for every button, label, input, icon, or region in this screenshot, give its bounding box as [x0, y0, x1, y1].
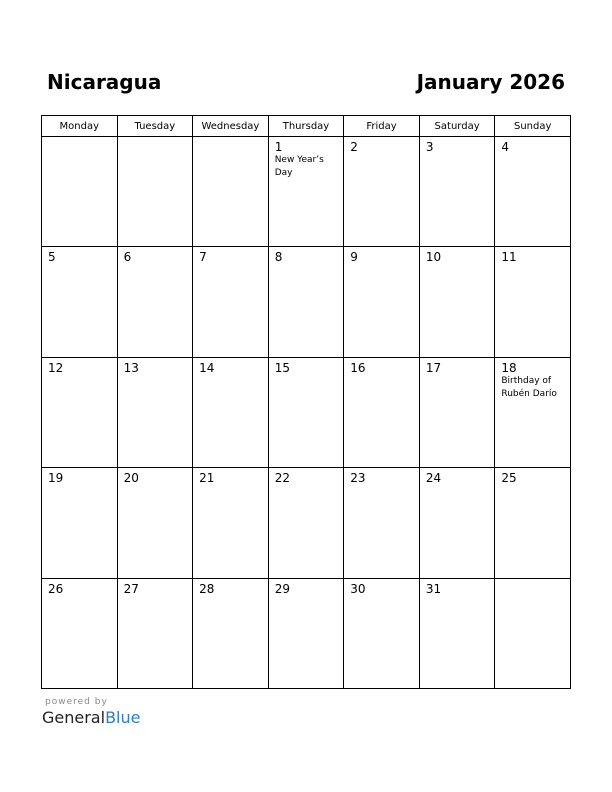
day-cell: [193, 468, 269, 578]
weekday-header: Sunday: [495, 116, 571, 137]
day-cell: [42, 357, 118, 467]
day-cell: [344, 357, 420, 467]
day-cell: [193, 578, 269, 688]
day-number: [118, 137, 193, 140]
day-number: [42, 137, 117, 140]
day-number: 11: [501, 250, 517, 265]
day-cell: [117, 578, 193, 688]
day-cell: [42, 247, 118, 357]
day-number: 22: [274, 471, 290, 486]
day-cell: [344, 468, 420, 578]
day-number: 19: [48, 471, 64, 486]
day-number: 8: [274, 250, 283, 265]
day-number: 18: [501, 360, 517, 375]
day-number: 7: [199, 250, 207, 265]
day-cell: [42, 578, 118, 688]
brand-blue-text: Blue: [105, 708, 141, 727]
day-number: 13: [123, 360, 139, 375]
week-row: [42, 468, 571, 578]
day-number: 21: [199, 471, 215, 486]
calendar-grid: [41, 115, 571, 689]
day-cell: [495, 468, 571, 578]
powered-by-label: powered by: [45, 697, 108, 707]
day-cell: [495, 578, 571, 688]
day-number: [193, 137, 268, 140]
weekday-header-row: [42, 116, 571, 137]
day-cell: [419, 247, 495, 357]
day-number: 25: [501, 471, 517, 486]
week-row: [42, 247, 571, 357]
day-number: 12: [48, 360, 64, 375]
day-cell: [193, 247, 269, 357]
day-number: 3: [425, 140, 434, 154]
day-number: 6: [123, 250, 132, 265]
day-cell: [268, 137, 344, 247]
weekday-header: Wednesday: [193, 116, 269, 137]
day-number: [495, 579, 570, 582]
day-number: 20: [123, 471, 139, 486]
day-number: 10: [425, 250, 442, 265]
brand-general-text: General: [42, 708, 106, 727]
weekday-header: Tuesday: [117, 116, 193, 137]
day-cell: [193, 357, 269, 467]
day-cell: [495, 137, 571, 247]
day-cell: [117, 247, 193, 357]
day-number: 27: [123, 581, 139, 596]
day-number: 2: [350, 140, 358, 154]
weekday-header: Monday: [42, 116, 118, 137]
day-cell: [419, 468, 495, 578]
day-cell: [42, 137, 118, 247]
weekday-header: Thursday: [268, 116, 344, 137]
day-number: 24: [425, 471, 442, 486]
day-number: 16: [350, 360, 366, 375]
day-cell: [42, 468, 118, 578]
day-cell: [495, 247, 571, 357]
day-number: 1: [274, 140, 283, 154]
weekday-header: Saturday: [419, 116, 495, 137]
day-number: 26: [48, 581, 64, 596]
country-title: Nicaragua: [47, 70, 162, 94]
day-cell: [268, 578, 344, 688]
day-cell: [344, 137, 420, 247]
day-cell: [419, 578, 495, 688]
day-number: 23: [350, 471, 366, 486]
weekday-header: Friday: [344, 116, 420, 137]
day-cell: [117, 468, 193, 578]
week-row: [42, 578, 571, 688]
day-cell: [419, 137, 495, 247]
day-number: 31: [425, 581, 442, 596]
day-cell: [495, 357, 571, 467]
day-cell: [268, 247, 344, 357]
week-row: [42, 357, 571, 467]
day-cell: [344, 578, 420, 688]
day-cell: [117, 357, 193, 467]
day-number: 4: [501, 140, 510, 154]
day-number: 17: [425, 360, 442, 375]
day-cell: [268, 468, 344, 578]
day-number: 5: [48, 250, 56, 265]
holiday-label: New Year’s Day: [274, 155, 324, 178]
day-number: 29: [274, 581, 290, 596]
day-number: 15: [274, 360, 290, 375]
month-year-title: January 2026: [416, 70, 565, 94]
day-cell: [419, 357, 495, 467]
day-cell: [193, 137, 269, 247]
day-number: 14: [199, 360, 215, 375]
day-cell: [268, 357, 344, 467]
holiday-label: Birthday of Rubén Darío: [501, 375, 557, 399]
day-number: 28: [199, 581, 215, 596]
week-row: [42, 137, 571, 247]
day-number: 9: [350, 250, 358, 265]
generalblue-logo[interactable]: [42, 708, 140, 727]
day-cell: [344, 247, 420, 357]
day-number: 30: [350, 581, 366, 596]
day-cell: [117, 137, 193, 247]
